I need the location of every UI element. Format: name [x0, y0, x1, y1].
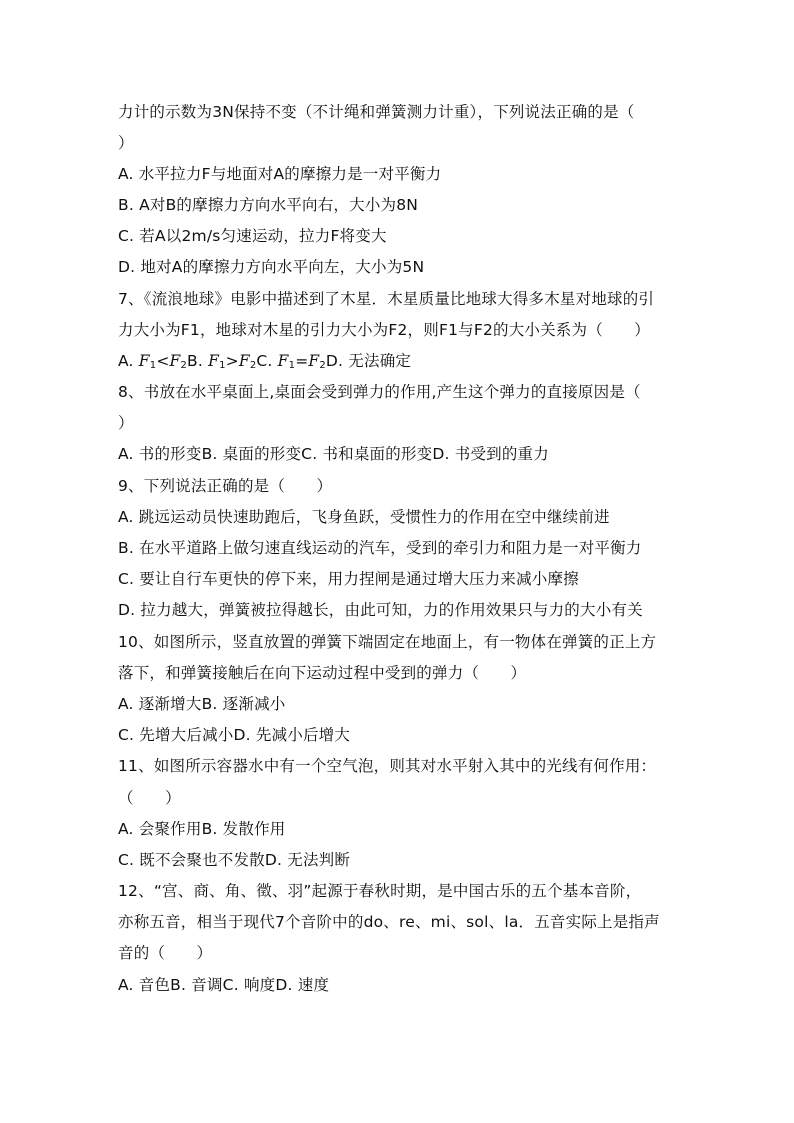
- q7-option-c-left: F: [277, 352, 289, 370]
- q7-option-a-label: A.: [118, 352, 139, 370]
- q7-stem-line-1: 7、《流浪地球》电影中描述到了木星．木星质量比地球大得多木星对地球的引: [118, 290, 655, 308]
- q9-option-b: B. 在水平道路上做匀速直线运动的汽车，受到的牵引力和阻力是一对平衡力: [118, 539, 642, 557]
- q11-options-cd: C. 既不会聚也不发散D. 无法判断: [118, 851, 351, 869]
- q7-option-a-right-sub: 2: [180, 360, 188, 371]
- q7-options: [118, 350, 758, 372]
- q9-option-a: A. 跳远运动员快速助跑后，飞身鱼跃，受惯性力的作用在空中继续前进: [118, 508, 610, 526]
- q6-option-d: D. 地对A的摩擦力方向水平向左，大小为5N: [118, 258, 425, 276]
- q9-stem: 9、下列说法正确的是（ ）: [118, 477, 333, 495]
- q7-option-a-left: F: [138, 352, 150, 370]
- q7-option-c-left-sub: 1: [288, 360, 296, 371]
- q7-option-b-right: F: [238, 352, 250, 370]
- q8-options: A. 书的形变B. 桌面的形变C. 书和桌面的形变D. 书受到的重力: [118, 445, 549, 463]
- q7-option-b-op: >: [225, 352, 239, 370]
- q7-option-a-left-sub: 1: [149, 360, 157, 371]
- q10-stem-line-2: 落下，和弹簧接触后在向下运动过程中受到的弹力（ ）: [118, 664, 527, 682]
- q12-stem-line-1: 12、“宫、商、角、徵、羽”起源于春秋时期，是中国古乐的五个基本音阶，: [118, 882, 642, 900]
- q8-stem-line-2: ）: [118, 414, 134, 432]
- q7-option-b-right-sub: 2: [249, 360, 257, 371]
- q7-option-b-left: F: [208, 352, 220, 370]
- q7-option-c-label: C.: [256, 352, 278, 370]
- q12-stem-line-2: 亦称五音，相当于现代7个音阶中的do、re、mi、sol、la．五音实际上是指声: [118, 913, 660, 931]
- q6-option-b: B. A对B的摩擦力方向水平向右，大小为8N: [118, 196, 419, 214]
- q7-option-c-right: F: [308, 352, 320, 370]
- q7-stem-line-2: 力大小为F1，地球对木星的引力大小为F2，则F1与F2的大小关系为（ ）: [118, 321, 651, 339]
- q11-stem-line-1: 11、如图所示容器水中有一个空气泡，则其对水平射入其中的光线有何作用：: [118, 757, 657, 775]
- q7-option-b-label: B.: [187, 352, 209, 370]
- q6-option-c: C. 若A以2m/s匀速运动，拉力F将变大: [118, 227, 387, 245]
- q7-option-b-left-sub: 1: [219, 360, 226, 371]
- q11-options-ab: A. 会聚作用B. 发散作用: [118, 820, 286, 838]
- q6-stem-line-3: ）: [118, 134, 134, 152]
- q6-option-a: A. 水平拉力F与地面对A的摩擦力是一对平衡力: [118, 165, 442, 183]
- q9-option-d: D. 拉力越大，弹簧被拉得越长，由此可知，力的作用效果只与力的大小有关: [118, 601, 643, 619]
- q11-stem-line-2: （ ）: [118, 789, 181, 807]
- q6-stem-line-2: 力计的示数为3N保持不变（不计绳和弹簧测力计重），下列说法正确的是（: [118, 103, 635, 121]
- q12-stem-line-3: 音的（ ）: [118, 944, 213, 962]
- q8-stem-line-1: 8、书放在水平桌面上,桌面会受到弹力的作用,产生这个弹力的直接原因是（: [118, 383, 641, 401]
- q9-option-c: C. 要让自行车更快的停下来，用力捏闸是通过增大压力来减小摩擦: [118, 570, 579, 588]
- q12-options: A. 音色B. 音调C. 响度D. 速度: [118, 976, 330, 994]
- q7-option-a-op: <: [156, 352, 170, 370]
- q10-stem-line-1: 10、如图所示，竖直放置的弹簧下端固定在地面上，有一物体在弹簧的正上方: [118, 633, 657, 651]
- q10-options-cd: C. 先增大后减小D. 先减小后增大: [118, 726, 351, 744]
- q7-option-c-op: =: [295, 352, 309, 370]
- q10-options-ab: A. 逐渐增大B. 逐渐减小: [118, 695, 286, 713]
- q7-option-c-right-sub: 2: [319, 360, 326, 371]
- q7-option-a-right: F: [169, 352, 181, 370]
- q7-option-d: D. 无法确定: [325, 352, 412, 370]
